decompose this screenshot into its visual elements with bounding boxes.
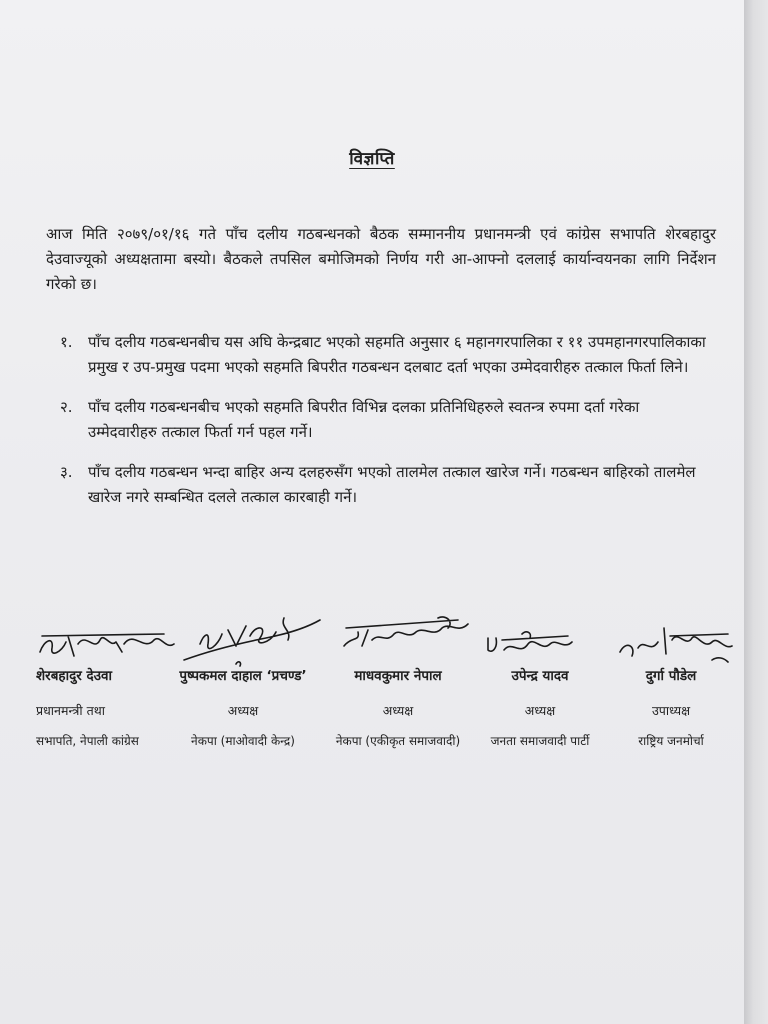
decision-text: पाँच दलीय गठबन्धनबीच भएको सहमति बिपरीत विभिन्न दलका प्रतिनिधिहरुले स्वतन्त्र रुपमा दर्ता गरेका उम्मेदवारीहरु तत्काल फिर्ता गर्न पहल गर्ने। bbox=[88, 398, 640, 441]
decision-number: २. bbox=[60, 398, 73, 416]
signatory-role: अध्यक्ष bbox=[227, 703, 259, 718]
signatory-name: दुर्गा पौडेल bbox=[645, 668, 697, 684]
signature-durga-paudel bbox=[612, 620, 742, 666]
signatory-party: नेकपा (माओवादी केन्द्र) bbox=[191, 734, 295, 748]
decision-item bbox=[60, 460, 710, 510]
decision-text: पाँच दलीय गठबन्धन भन्दा बाहिर अन्य दलहरुसँग भएको तालमेल तत्काल खारेज गर्ने। गठबन्धन बाहिरको तालमेल खारेज नगरे सम्बन्धित दलले तत्काल कारबाही गर्ने। bbox=[88, 463, 696, 506]
signature-prachanda bbox=[176, 604, 326, 674]
signatory-role: उपाध्यक्ष bbox=[651, 703, 691, 718]
signatory-party: नेकपा (एकीकृत समाजवादी) bbox=[335, 734, 461, 748]
decision-number: ३. bbox=[60, 463, 73, 481]
signatory-name: उपेन्द्र यादव bbox=[511, 668, 569, 684]
page-edge-shadow bbox=[744, 0, 768, 1024]
decision-text: पाँच दलीय गठबन्धनबीच यस अघि केन्द्रबाट भएको सहमति अनुसार ६ महानगरपालिका र ११ उपमहानगरपालिकाका प्रमुख र उप-प्रमुख पदमा भएको सहमति बिपरीत गठबन्धन दलबाट दर्ता भएका उम्मेदवारीहरु तत्काल फिर्ता लिने। bbox=[88, 333, 706, 376]
signatory-durga-paudel bbox=[606, 666, 736, 749]
decision-item bbox=[60, 330, 710, 380]
signatory-role: अध्यक्ष bbox=[524, 703, 556, 718]
signatory-upendra-yadav bbox=[474, 666, 606, 749]
decision-list bbox=[60, 330, 710, 525]
signatory-party: राष्ट्रिय जनमोर्चा bbox=[638, 734, 704, 748]
notice-intro-paragraph: आज मिति २०७९/०१/१६ गते पाँच दलीय गठबन्धनको बैठक सम्माननीय प्रधानमन्त्री एवं कांग्रेस सभापति शेरबहादुर देउवाज्यूको अध्यक्षतामा बस्यो। बैठकले तपसिल बमोजिमको निर्णय गरी आ-आफ्नो दललाई कार्यान्वयनका लागि निर्देशन गरेको छ। bbox=[46, 225, 716, 293]
signatory-name: पुष्पकमल दाहाल ‘प्रचण्ड’ bbox=[179, 668, 307, 684]
signature-upendra-yadav bbox=[482, 624, 582, 662]
notice-title: विज्ञप्ति bbox=[349, 149, 395, 169]
signatory-deuba bbox=[36, 666, 139, 749]
signature-deuba bbox=[34, 622, 184, 668]
signatory-party: सभापति, नेपाली कांग्रेस bbox=[36, 734, 139, 748]
decision-item bbox=[60, 395, 710, 445]
signatory-role: प्रधानमन्त्री तथा bbox=[36, 703, 105, 718]
signatory-name: शेरबहादुर देउवा bbox=[36, 668, 113, 684]
signatory-party: जनता समाजवादी पार्टी bbox=[490, 734, 590, 748]
signatory-name: माधवकुमार नेपाल bbox=[354, 668, 442, 684]
signature-madhav-nepal bbox=[338, 612, 478, 658]
decision-number: १. bbox=[60, 333, 73, 351]
signatory-role: अध्यक्ष bbox=[382, 703, 414, 718]
signatory-madhav-nepal bbox=[318, 666, 478, 749]
signatory-prachanda bbox=[158, 666, 328, 749]
